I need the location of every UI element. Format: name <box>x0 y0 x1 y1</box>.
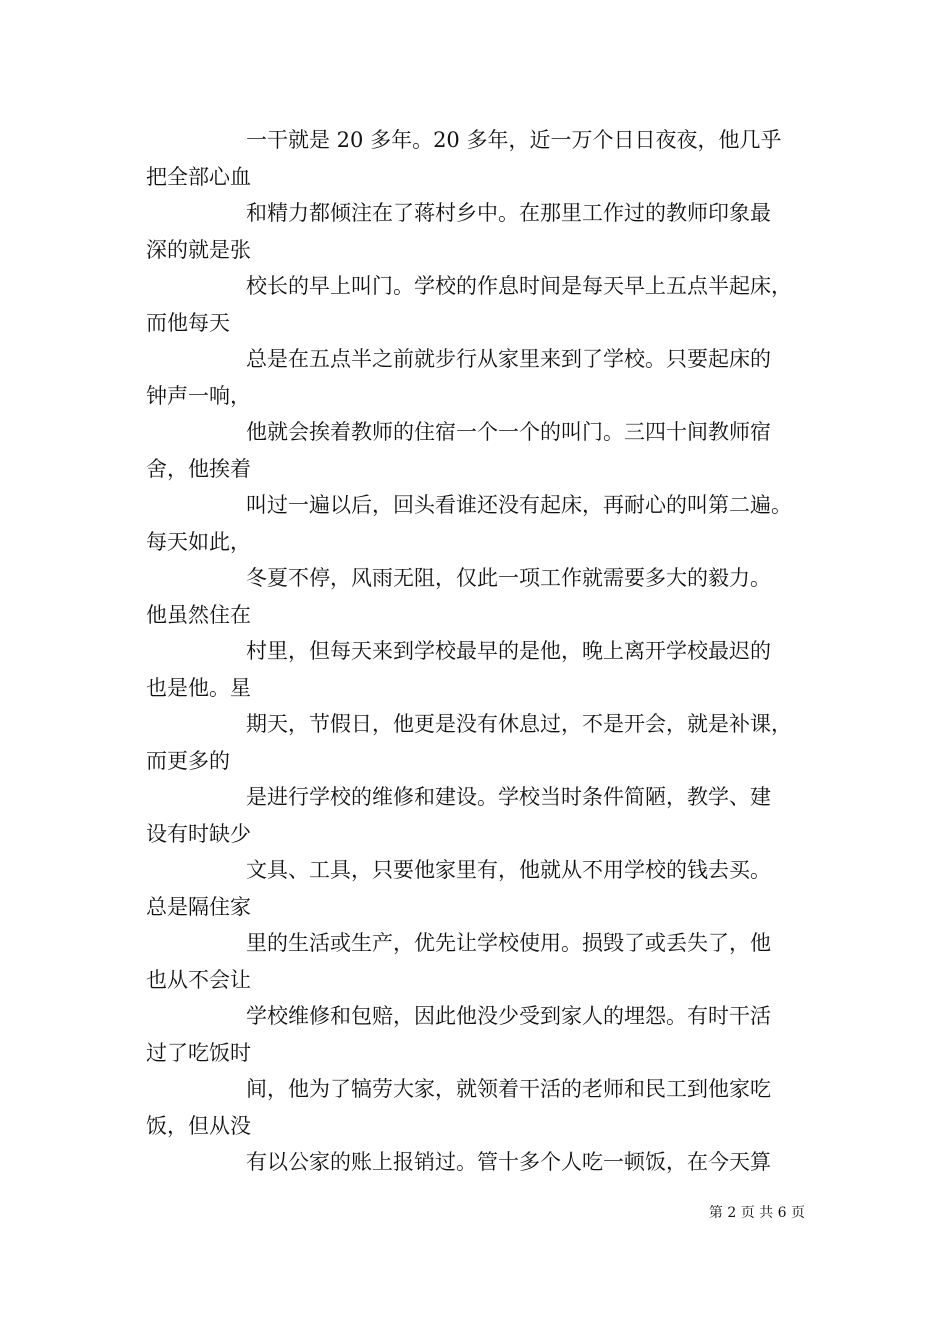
paragraph-line: 钟声一响， <box>146 383 251 408</box>
paragraph-10 <box>146 779 816 852</box>
paragraph-line: 叫过一遍以后，回头看谁还没有起床，再耐心的叫第二遍。 <box>246 493 792 517</box>
paragraph-7 <box>146 560 816 633</box>
paragraph-line: 校长的早上叫门。学校的作息时间是每天早上五点半起床， <box>246 274 792 298</box>
paragraph-line: 把全部心血 <box>146 164 251 189</box>
paragraph-14 <box>146 1071 816 1144</box>
paragraph-line: 学校维修和包赔，因此他没少受到家人的埋怨。有时干活 <box>246 1004 771 1028</box>
paragraph-6 <box>146 487 816 560</box>
paragraph-line: 饭，但从没 <box>146 1113 251 1138</box>
paragraph-line: 有以公家的账上报销过。管十多个人吃一顿饭，在今天算 <box>246 1150 771 1174</box>
paragraph-3 <box>146 268 816 341</box>
paragraph-8 <box>146 633 816 706</box>
paragraph-12 <box>146 925 816 998</box>
paragraph-line: 也从不会让 <box>146 967 251 992</box>
paragraph-line: 他就会挨着教师的住宿一个一个的叫门。三四十间教师宿 <box>246 420 771 444</box>
paragraph-line: 一干就是 20 多年。20 多年，近一万个日日夜夜，他几乎 <box>246 128 782 152</box>
paragraph-15 <box>146 1144 816 1181</box>
paragraph-line: 冬夏不停，风雨无阻，仅此一项工作就需要多大的毅力。 <box>246 566 771 590</box>
body-text <box>146 122 816 1181</box>
paragraph-line: 每天如此， <box>146 529 251 554</box>
paragraph-line: 总是隔住家 <box>146 894 251 919</box>
paragraph-line: 他虽然住在 <box>146 602 251 627</box>
paragraph-5 <box>146 414 816 487</box>
paragraph-line: 里的生活或生产，优先让学校使用。损毁了或丢失了，他 <box>246 931 771 955</box>
paragraph-line: 舍，他挨着 <box>146 456 251 481</box>
paragraph-line: 和精力都倾注在了蒋村乡中。在那里工作过的教师印象最 <box>246 201 771 225</box>
paragraph-line: 村里，但每天来到学校最早的是他，晚上离开学校最迟的 <box>246 639 771 663</box>
paragraph-4 <box>146 341 816 414</box>
page-number-footer: 第 2 页 共 6 页 <box>708 1205 805 1221</box>
paragraph-11 <box>146 852 816 925</box>
paragraph-9 <box>146 706 816 779</box>
paragraph-line: 而更多的 <box>146 748 230 773</box>
paragraph-line: 也是他。星 <box>146 675 251 700</box>
paragraph-line: 设有时缺少 <box>146 821 251 846</box>
paragraph-2 <box>146 195 816 268</box>
paragraph-line: 间，他为了犒劳大家，就领着干活的老师和民工到他家吃 <box>246 1077 771 1101</box>
paragraph-1 <box>146 122 816 195</box>
paragraph-line: 深的就是张 <box>146 237 251 262</box>
paragraph-line: 期天，节假日，他更是没有休息过，不是开会，就是补课， <box>246 712 792 736</box>
paragraph-line: 过了吃饭时 <box>146 1040 251 1065</box>
paragraph-line: 文具、工具，只要他家里有，他就从不用学校的钱去买。 <box>246 858 771 882</box>
paragraph-line: 总是在五点半之前就步行从家里来到了学校。只要起床的 <box>246 347 771 371</box>
paragraph-line: 是进行学校的维修和建设。学校当时条件简陋，教学、建 <box>246 785 771 809</box>
paragraph-line: 而他每天 <box>146 310 230 335</box>
paragraph-13 <box>146 998 816 1071</box>
